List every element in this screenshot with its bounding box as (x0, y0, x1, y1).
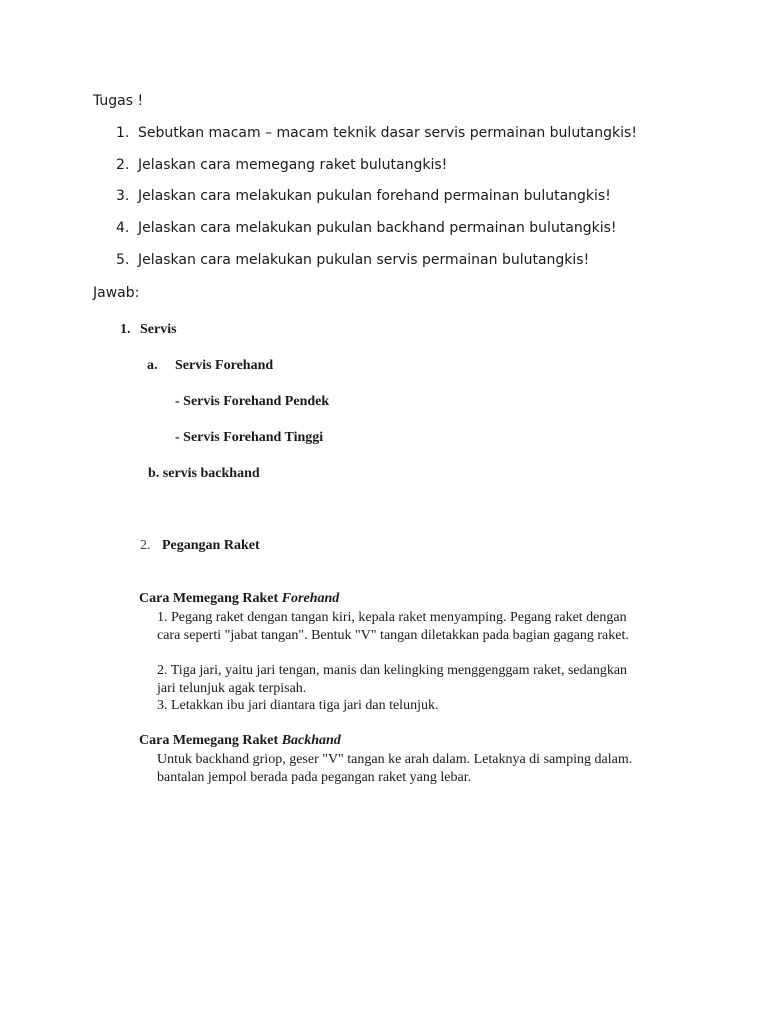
section-title: Servis (140, 322, 177, 337)
question-item (116, 157, 447, 173)
question-number: 1. (116, 125, 130, 141)
section-number: 2. (140, 538, 151, 553)
question-text: Sebutkan macam – macam teknik dasar servis permainan bulutangkis! (138, 125, 637, 141)
question-number: 5. (116, 252, 130, 268)
question-text: Jelaskan cara memegang raket bulutangkis! (138, 157, 448, 173)
heading-italic: Backhand (281, 733, 341, 748)
question-text: Jelaskan cara melakukan pukulan servis permainan bulutangkis! (138, 252, 590, 268)
heading-text: Cara Memegang Raket (139, 591, 282, 606)
question-number: 4. (116, 220, 130, 236)
forehand-grip-heading (139, 591, 339, 607)
servis-item: - Servis Forehand Pendek (175, 394, 330, 409)
subsection-servis-forehand (147, 358, 273, 374)
heading-italic: Forehand (281, 591, 340, 606)
section-servis-heading (120, 322, 177, 338)
servis-item: - Servis Forehand Tinggi (175, 430, 324, 445)
question-item (116, 125, 637, 141)
question-text: Jelaskan cara melakukan pukulan backhand permainan bulutangkis! (138, 220, 617, 236)
section-title: Pegangan Raket (162, 538, 260, 553)
tugas-title: Tugas ! (93, 93, 144, 109)
section-pegangan-heading (140, 538, 260, 554)
backhand-grip-text: Untuk backhand griop, geser "V" tangan ke arah dalam. Letaknya di samping dalam. bantalan jempol berada pada pegangan raket yang lebar. (157, 752, 633, 785)
question-number: 3. (116, 188, 130, 204)
forehand-step: 2. Tiga jari, yaitu jari tengan, manis dan kelingking menggenggam raket, sedangkan jari telunjuk agak terpisah. (157, 663, 628, 696)
question-item (116, 252, 589, 268)
heading-text: Cara Memegang Raket (139, 733, 282, 748)
subsection-servis-backhand: b. servis backhand (148, 466, 260, 481)
question-number: 2. (116, 157, 130, 173)
section-number: 1. (120, 322, 131, 337)
forehand-step: 3. Letakkan ibu jari diantara tiga jari dan telunjuk. (157, 698, 439, 713)
question-item (116, 220, 617, 236)
question-text: Jelaskan cara melakukan pukulan forehand permainan bulutangkis! (138, 188, 611, 204)
subsection-title: Servis Forehand (175, 358, 274, 373)
question-item (116, 188, 611, 204)
jawab-title: Jawab: (93, 285, 140, 301)
backhand-grip-heading (139, 733, 341, 749)
subsection-letter: a. (147, 358, 158, 373)
forehand-step: 1. Pegang raket dengan tangan kiri, kepala raket menyamping. Pegang raket dengan cara seperti "jabat tangan". Bentuk "V" tangan diletakkan pada bagian gagang raket. (157, 610, 629, 643)
